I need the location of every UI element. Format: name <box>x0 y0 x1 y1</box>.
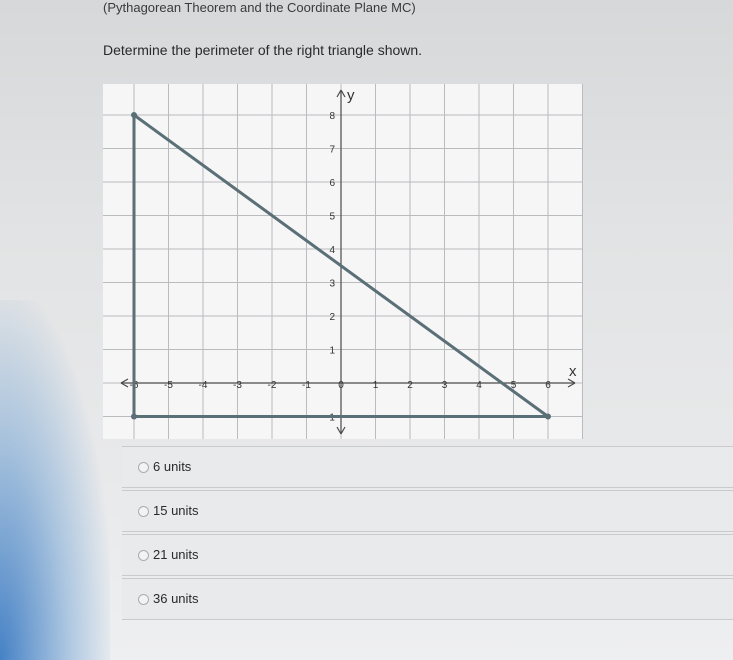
radio-button-icon[interactable] <box>138 462 149 473</box>
x-tick-label: 4 <box>476 380 482 391</box>
x-axis-label: x <box>569 363 577 380</box>
y-tick-label: -1 <box>326 412 335 424</box>
radio-button-icon[interactable] <box>138 506 149 517</box>
answer-choice-4[interactable] <box>122 578 733 620</box>
x-tick-label: 2 <box>407 380 413 391</box>
answer-choice-label: 15 units <box>153 503 199 518</box>
answer-choice-2[interactable] <box>122 490 733 532</box>
triangle-vertex-point <box>131 112 137 118</box>
coordinate-plane-svg <box>103 84 583 439</box>
x-tick-label: 1 <box>372 380 379 391</box>
x-tick-label: -4 <box>198 380 208 391</box>
x-tick-label: -3 <box>233 380 242 391</box>
x-tick-label: -6 <box>129 380 139 391</box>
triangle-vertex-point <box>545 414 551 420</box>
x-tick-label: -5 <box>164 380 173 391</box>
answer-choice-label: 36 units <box>153 591 199 606</box>
x-tick-label: 3 <box>441 380 448 391</box>
coordinate-plane-graph <box>103 84 583 444</box>
x-tick-label: -2 <box>267 380 277 391</box>
background-blue-glow <box>0 300 110 660</box>
y-tick-label: 5 <box>329 211 335 223</box>
y-tick-label: 4 <box>329 245 335 256</box>
y-tick-label: 8 <box>329 111 335 122</box>
radio-button-icon[interactable] <box>138 594 149 605</box>
question-prompt: Determine the perimeter of the right triangle shown. <box>103 42 423 58</box>
y-tick-label: 3 <box>329 278 335 290</box>
y-axis-label: y <box>347 87 355 104</box>
y-tick-label: 2 <box>329 312 335 323</box>
question-title: (Pythagorean Theorem and the Coordinate Plane MC) <box>103 0 416 15</box>
answer-choice-1[interactable] <box>122 446 733 488</box>
x-tick-label: -1 <box>302 380 311 391</box>
x-tick-label: 5 <box>510 380 517 391</box>
answer-choice-label: 21 units <box>153 547 199 562</box>
y-tick-label: 1 <box>329 345 335 357</box>
y-tick-label: 7 <box>329 144 335 156</box>
x-tick-label: 6 <box>545 380 551 391</box>
answer-choice-3[interactable] <box>122 534 733 576</box>
answer-choice-label: 6 units <box>153 459 192 474</box>
triangle-vertex-point <box>131 414 137 420</box>
radio-button-icon[interactable] <box>138 550 149 561</box>
y-tick-label: 6 <box>329 178 335 189</box>
x-tick-label: 0 <box>338 380 344 391</box>
